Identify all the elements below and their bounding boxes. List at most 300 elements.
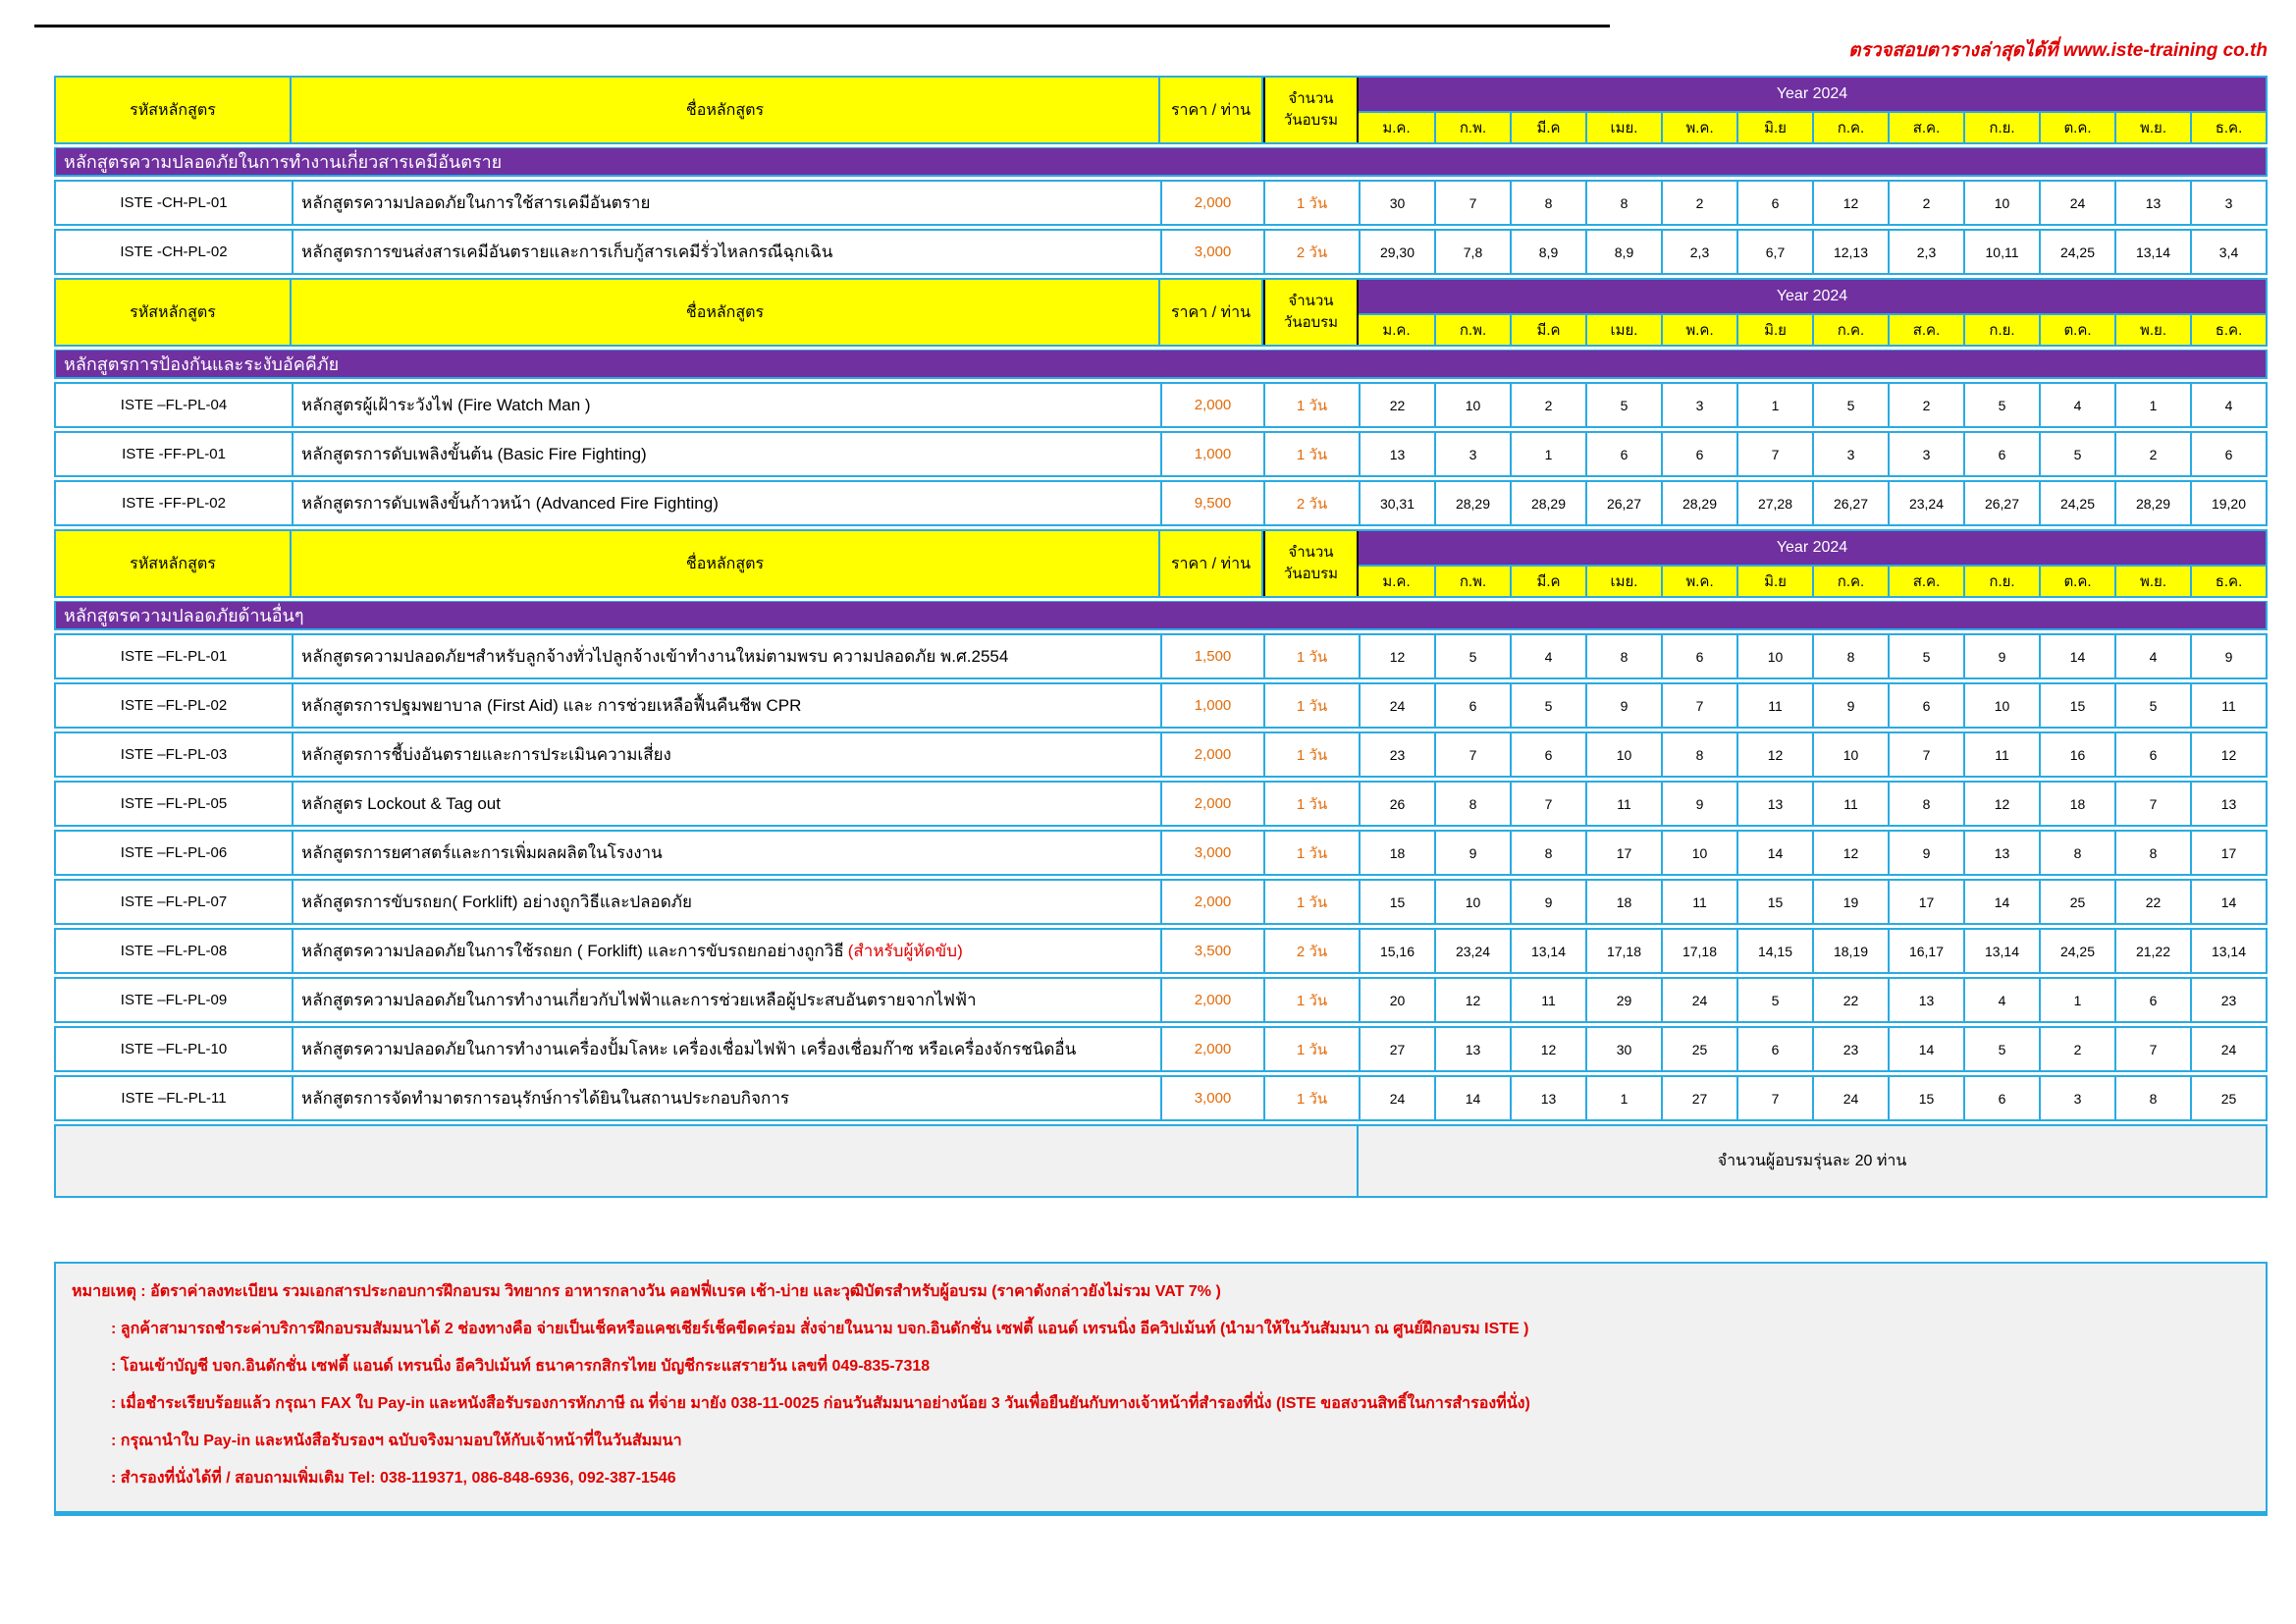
schedule-dates-cell: 27 [1359,1028,1434,1070]
schedule-dates-cell: 24 [1812,1077,1888,1119]
schedule-dates-cell: 12 [1434,979,1510,1021]
month-header-cell: ต.ค. [2039,113,2114,142]
course-price-cell: 3,500 [1160,930,1263,972]
schedule-dates-cell: 26 [1359,783,1434,825]
course-code-cell: ISTE –FL-PL-10 [120,1041,228,1057]
schedule-dates-cell: 9 [1963,635,2039,677]
course-days-cell: 1 วัน [1263,979,1359,1021]
header-cell-price: ราคา / ท่าน [1160,78,1263,142]
course-name-cell [292,384,1160,426]
schedule-dates-cell: 17,18 [1585,930,1661,972]
schedule-dates-cell: 30,31 [1359,482,1434,524]
course-schedule-table [54,76,2268,1198]
schedule-dates-cell: 10 [1585,733,1661,776]
schedule-dates-cell: 9 [1812,684,1888,727]
course-row [54,928,2268,974]
days-label-line2: วันอบรม [1283,112,1339,129]
course-name-text: หลักสูตรความปลอดภัยในการทำงานเครื่องปั้มโลหะ เครื่องเชื่อมไฟฟ้า เครื่องเชื่อมก๊าซ หรือเครื่องจักรชนิดอื่น [301,1040,1077,1058]
year-band: Year 2024 [1359,280,2266,315]
month-header-cell: พ.ย. [2114,567,2190,596]
schedule-dates-cell: 25 [1661,1028,1736,1070]
schedule-dates-cell: 11 [1661,881,1736,923]
schedule-dates-cell: 8 [1585,182,1661,224]
schedule-dates-cell: 14 [1434,1077,1510,1119]
course-code-cell: ISTE –FL-PL-03 [120,746,228,763]
schedule-dates-cell: 22 [1812,979,1888,1021]
course-code-cell: ISTE –FL-PL-01 [120,648,228,665]
schedule-dates-cell: 13 [2114,182,2190,224]
course-row [54,382,2268,428]
course-price-cell: 2,000 [1160,384,1263,426]
schedule-dates-cell: 23 [1812,1028,1888,1070]
schedule-dates-cell: 24 [2190,1028,2266,1070]
schedule-dates-cell: 20 [1359,979,1434,1021]
schedule-dates-cell: 3 [1812,433,1888,475]
schedule-dates-cell: 12 [1510,1028,1585,1070]
schedule-dates-cell: 8 [1661,733,1736,776]
month-header-cell: ก.ย. [1963,567,2039,596]
schedule-dates-cell: 24 [2039,182,2114,224]
schedule-dates-cell: 17 [1585,832,1661,874]
section-title-bar: หลักสูตรความปลอดภัยในการทำงานเกี่ยวสารเคมีอันตราย [54,147,2268,177]
course-row [54,431,2268,477]
header-cell-days [1263,78,1359,142]
schedule-dates-cell: 11 [2190,684,2266,727]
schedule-dates-cell: 17 [2190,832,2266,874]
course-days-cell: 1 วัน [1263,783,1359,825]
schedule-dates-cell: 3 [2039,1077,2114,1119]
schedule-dates-cell: 2 [1888,182,1963,224]
schedule-dates-cell: 11 [1736,684,1812,727]
schedule-dates-cell: 19 [1812,881,1888,923]
course-row [54,781,2268,827]
course-name-text: หลักสูตรการดับเพลิงขั้นต้น (Basic Fire Fighting) [301,445,647,463]
schedule-dates-cell: 2 [1661,182,1736,224]
schedule-dates-cell: 26,27 [1585,482,1661,524]
course-name-text: หลักสูตรความปลอดภัยในการใช้รถยก ( Forklift) และการขับรถยกอย่างถูกวิธี [301,942,844,960]
schedule-dates-cell: 1 [2039,979,2114,1021]
schedule-dates-cell: 7 [1434,733,1510,776]
schedule-dates-cell: 13 [1888,979,1963,1021]
schedule-dates-cell: 6 [1585,433,1661,475]
schedule-dates-cell: 18 [1359,832,1434,874]
schedule-dates-cell: 12 [1736,733,1812,776]
schedule-dates-cell: 13 [1359,433,1434,475]
course-price-cell: 3,000 [1160,832,1263,874]
month-header-cell: เมย. [1585,567,1661,596]
month-header-cell: มิ.ย [1736,113,1812,142]
course-code-cell: ISTE –FL-PL-02 [120,697,228,714]
schedule-dates-cell: 3 [1434,433,1510,475]
month-header-cell: มิ.ย [1736,315,1812,345]
schedule-dates-cell: 13 [1963,832,2039,874]
schedule-dates-cell: 18 [2039,783,2114,825]
schedule-dates-cell: 8,9 [1510,231,1585,273]
schedule-dates-cell: 9 [1888,832,1963,874]
schedule-dates-cell: 14,15 [1736,930,1812,972]
course-name-cell [292,182,1160,224]
schedule-dates-cell: 8 [1510,182,1585,224]
course-code-cell: ISTE –FL-PL-06 [120,844,228,861]
days-label-line2: วันอบรม [1283,566,1339,582]
course-price-cell: 3,000 [1160,231,1263,273]
schedule-dates-cell: 9 [1585,684,1661,727]
month-header-cell: พ.ย. [2114,315,2190,345]
course-days-cell: 1 วัน [1263,832,1359,874]
course-name-cell [292,832,1160,874]
batch-size-label: จำนวนผู้อบรมรุ่นละ 20 ท่าน [1717,1153,1907,1169]
course-price-cell: 9,500 [1160,482,1263,524]
month-header-cell: ส.ค. [1888,567,1963,596]
month-header-cell: ต.ค. [2039,567,2114,596]
course-row [54,977,2268,1023]
schedule-dates-cell: 26,27 [1812,482,1888,524]
schedule-dates-cell: 24 [1359,684,1434,727]
year-band: Year 2024 [1359,531,2266,567]
schedule-dates-cell: 5 [2114,684,2190,727]
schedule-dates-cell: 18,19 [1812,930,1888,972]
course-days-cell: 1 วัน [1263,1077,1359,1119]
course-days-cell: 1 วัน [1263,1028,1359,1070]
schedule-dates-cell: 25 [2039,881,2114,923]
course-row [54,830,2268,876]
schedule-dates-cell: 28,29 [1661,482,1736,524]
month-header-row [1359,113,2266,142]
month-header-cell: ก.พ. [1434,315,1510,345]
course-days-cell: 1 วัน [1263,182,1359,224]
header-cell-price: ราคา / ท่าน [1160,280,1263,345]
course-price-cell: 2,000 [1160,733,1263,776]
month-header-cell: ก.ค. [1812,113,1888,142]
schedule-dates-cell: 23,24 [1888,482,1963,524]
note-line-bank-account: : โอนเข้าบัญชี บจก.อินดักชั่น เซฟตี้ แอนด์ เทรนนิ่ง อีควิปเม้นท์ ธนาคารกสิกรไทย บัญชีกระแสรายวัน เลขที่ 049-835-7318 [111,1358,931,1375]
schedule-dates-cell: 27,28 [1736,482,1812,524]
schedule-dates-cell: 8 [1585,635,1661,677]
schedule-dates-cell: 12 [1963,783,2039,825]
note-line-payment-channels: : ลูกค้าสามารถชำระค่าบริการฝึกอบรมสัมมนาได้ 2 ช่องทางคือ จ่ายเป็นเช็คหรือแคชเชียร์เช็คขีดคร่อม สั่งจ่ายในนาม บจก.อินดักชั่น เซฟตี้ แอนด์ เทรนนิ่ง อีควิปเม้นท์ (นำมาให้ในวันสัมมนา ณ ศูนย์ฝึกอบรม ISTE ) [111,1321,1529,1337]
schedule-dates-cell: 24,25 [2039,482,2114,524]
schedule-dates-cell: 4 [2190,384,2266,426]
header-cell-course-name: ชื่อหลักสูตร [292,78,1160,142]
month-header-cell: พ.ค. [1661,113,1736,142]
course-price-cell: 2,000 [1160,979,1263,1021]
month-header-cell: มิ.ย [1736,567,1812,596]
schedule-dates-cell: 7 [2114,783,2190,825]
course-price-cell: 1,000 [1160,433,1263,475]
schedule-dates-cell: 11 [1812,783,1888,825]
schedule-dates-cell: 26,27 [1963,482,2039,524]
schedule-dates-cell: 2,3 [1661,231,1736,273]
month-header-cell: พ.ค. [1661,567,1736,596]
course-price-cell: 2,000 [1160,182,1263,224]
schedule-dates-cell: 2 [1888,384,1963,426]
schedule-dates-cell: 12 [1812,182,1888,224]
schedule-dates-cell: 6 [2114,979,2190,1021]
schedule-dates-cell: 24 [1661,979,1736,1021]
schedule-dates-cell: 22 [1359,384,1434,426]
course-code-cell: ISTE -FF-PL-01 [122,446,226,462]
schedule-dates-cell: 10 [1434,881,1510,923]
schedule-dates-cell: 17,18 [1661,930,1736,972]
course-code-cell: ISTE -CH-PL-01 [120,194,228,211]
table-header-block [54,278,2268,347]
month-header-cell: เมย. [1585,113,1661,142]
note-line-registration-fee: หมายเหตุ : อัตราค่าลงทะเบียน รวมเอกสารประกอบการฝึกอบรม วิทยากร อาหารกลางวัน คอฟฟี่เบรค เช้า-บ่าย และวุฒิบัตรสำหรับผู้อบรม (ราคาดังกล่าวยังไม่รวม VAT 7% ) [72,1283,1221,1300]
schedule-dates-cell: 7 [2114,1028,2190,1070]
note-line-fax-payin: : เมื่อชำระเรียบร้อยแล้ว กรุณา FAX ใบ Pay-in และหนังสือรับรองการหักภาษี ณ ที่จ่าย มายัง 038-11-0025 ก่อนวันสัมมนาอย่างน้อย 3 วันเพื่อยืนยันกับทางเจ้าหน้าที่สำรองที่นั่ง (ISTE ขอสงวนสิทธิ์ในการสำรองที่นั่ง) [111,1395,1530,1412]
schedule-dates-cell: 6,7 [1736,231,1812,273]
course-name-text: หลักสูตรความปลอดภัยในการทำงานเกี่ยวกับไฟฟ้าและการช่วยเหลือผู้ประสบอันตรายจากไฟฟ้า [301,991,977,1009]
schedule-dates-cell: 15,16 [1359,930,1434,972]
schedule-dates-cell: 10 [1812,733,1888,776]
course-days-cell: 2 วัน [1263,231,1359,273]
month-header-cell: มี.ค [1510,113,1585,142]
days-label-line1: จำนวน [1288,89,1334,107]
schedule-dates-cell: 21,22 [2114,930,2190,972]
month-header-cell: ก.ค. [1812,567,1888,596]
schedule-dates-cell: 6 [1963,433,2039,475]
days-label-line2: วันอบรม [1283,314,1339,331]
schedule-dates-cell: 9 [1510,881,1585,923]
schedule-dates-cell: 4 [2039,384,2114,426]
header-cell-course-name: ชื่อหลักสูตร [292,280,1160,345]
course-code-cell: ISTE -CH-PL-02 [120,244,228,260]
course-name-cell [292,1028,1160,1070]
schedule-dates-cell: 6 [1661,635,1736,677]
course-name-text: หลักสูตรการขับรถยก( Forklift) อย่างถูกวิธีและปลอดภัย [301,893,692,911]
course-name-cell [292,881,1160,923]
schedule-dates-cell: 16,17 [1888,930,1963,972]
header-cell-price: ราคา / ท่าน [1160,531,1263,596]
month-header-cell: พ.ค. [1661,315,1736,345]
schedule-dates-cell: 24 [1359,1077,1434,1119]
course-name-text: หลักสูตรการดับเพลิงขั้นก้าวหน้า (Advanced Fire Fighting) [301,494,719,513]
schedule-dates-cell: 3 [1661,384,1736,426]
schedule-dates-cell: 3,4 [2190,231,2266,273]
month-header-cell: พ.ย. [2114,113,2190,142]
course-name-cell [292,684,1160,727]
schedule-dates-cell: 6 [1888,684,1963,727]
course-name-cell [292,482,1160,524]
month-header-cell: ก.พ. [1434,113,1510,142]
month-header-cell: ม.ค. [1359,567,1434,596]
course-days-cell: 1 วัน [1263,384,1359,426]
schedule-dates-cell: 14 [2039,635,2114,677]
schedule-dates-cell: 19,20 [2190,482,2266,524]
year-area [1359,280,2266,345]
schedule-dates-cell: 11 [1510,979,1585,1021]
schedule-dates-cell: 8 [1510,832,1585,874]
schedule-dates-cell: 10 [1963,684,2039,727]
schedule-dates-cell: 28,29 [2114,482,2190,524]
header-cell-course-code: รหัสหลักสูตร [56,531,292,596]
course-code-cell: ISTE –FL-PL-04 [120,397,228,413]
month-header-cell: ม.ค. [1359,113,1434,142]
schedule-dates-cell: 4 [1963,979,2039,1021]
schedule-dates-cell: 16 [2039,733,2114,776]
schedule-dates-cell: 9 [1661,783,1736,825]
schedule-dates-cell: 11 [1585,783,1661,825]
course-days-cell: 1 วัน [1263,881,1359,923]
schedule-dates-cell: 10 [1963,182,2039,224]
month-header-row [1359,567,2266,596]
schedule-dates-cell: 14 [2190,881,2266,923]
schedule-dates-cell: 14 [1963,881,2039,923]
schedule-dates-cell: 8 [1434,783,1510,825]
year-band: Year 2024 [1359,78,2266,113]
course-name-cell [292,1077,1160,1119]
schedule-dates-cell: 8,9 [1585,231,1661,273]
year-area [1359,78,2266,142]
schedule-dates-cell: 6 [1963,1077,2039,1119]
course-row [54,180,2268,226]
schedule-dates-cell: 23,24 [1434,930,1510,972]
schedule-dates-cell: 6 [1661,433,1736,475]
month-header-cell: ส.ค. [1888,113,1963,142]
schedule-dates-cell: 4 [2114,635,2190,677]
schedule-dates-cell: 5 [1736,979,1812,1021]
note-line-contact-phone: : สำรองที่นั่งได้ที่ / สอบถามเพิ่มเติม Tel: 038-119371, 086-848-6936, 092-387-1546 [111,1470,676,1487]
schedule-dates-cell: 7 [1661,684,1736,727]
course-price-cell: 1,000 [1160,684,1263,727]
schedule-dates-cell: 2 [2039,1028,2114,1070]
schedule-dates-cell: 27 [1661,1077,1736,1119]
schedule-dates-cell: 8 [2114,1077,2190,1119]
schedule-dates-cell: 6 [2114,733,2190,776]
schedule-dates-cell: 3 [1888,433,1963,475]
header-cell-days [1263,531,1359,596]
schedule-dates-cell: 23 [2190,979,2266,1021]
course-row [54,480,2268,526]
schedule-dates-cell: 13 [1434,1028,1510,1070]
course-row [54,879,2268,925]
schedule-dates-cell: 15 [2039,684,2114,727]
month-header-cell: ธ.ค. [2190,315,2266,345]
schedule-dates-cell: 23 [1359,733,1434,776]
course-days-cell: 1 วัน [1263,433,1359,475]
header-cell-course-code: รหัสหลักสูตร [56,280,292,345]
month-header-cell: มี.ค [1510,567,1585,596]
course-code-cell: ISTE –FL-PL-05 [120,795,228,812]
month-header-cell: ธ.ค. [2190,567,2266,596]
schedule-dates-cell: 7 [1888,733,1963,776]
course-name-text: หลักสูตร Lockout & Tag out [301,794,501,813]
schedule-dates-cell: 6 [1510,733,1585,776]
course-name-cell [292,979,1160,1021]
month-header-cell: ม.ค. [1359,315,1434,345]
schedule-dates-cell: 7 [1510,783,1585,825]
schedule-dates-cell: 5 [2039,433,2114,475]
schedule-dates-cell: 10,11 [1963,231,2039,273]
schedule-dates-cell: 24,25 [2039,930,2114,972]
schedule-dates-cell: 29,30 [1359,231,1434,273]
schedule-dates-cell: 6 [1736,182,1812,224]
course-row [54,1075,2268,1121]
section-title-bar: หลักสูตรความปลอดภัยด้านอื่นๆ [54,601,2268,630]
schedule-dates-cell: 5 [1812,384,1888,426]
schedule-dates-cell: 8 [2114,832,2190,874]
course-name-cell [292,231,1160,273]
schedule-dates-cell: 9 [2190,635,2266,677]
schedule-dates-cell: 28,29 [1434,482,1510,524]
course-name-cell [292,733,1160,776]
month-header-cell: มี.ค [1510,315,1585,345]
course-code-cell: ISTE –FL-PL-09 [120,992,228,1008]
top-divider [34,25,1610,27]
schedule-dates-cell: 1 [1736,384,1812,426]
schedule-dates-cell: 14 [1888,1028,1963,1070]
schedule-dates-cell: 13 [1736,783,1812,825]
schedule-dates-cell: 18 [1585,881,1661,923]
schedule-dates-cell: 29 [1585,979,1661,1021]
schedule-dates-cell: 12 [2190,733,2266,776]
schedule-dates-cell: 30 [1359,182,1434,224]
course-name-cell [292,930,1160,972]
course-name-cell [292,433,1160,475]
course-code-cell: ISTE –FL-PL-07 [120,893,228,910]
month-header-cell: ก.ย. [1963,113,2039,142]
header-cell-days [1263,280,1359,345]
schedule-dates-cell: 1 [1585,1077,1661,1119]
schedule-dates-cell: 12 [1812,832,1888,874]
month-header-row [1359,315,2266,345]
schedule-dates-cell: 5 [1963,1028,2039,1070]
schedule-dates-cell: 10 [1736,635,1812,677]
schedule-dates-cell: 1 [1510,433,1585,475]
course-name-cell [292,783,1160,825]
schedule-dates-cell: 15 [1359,881,1434,923]
schedule-dates-cell: 7 [1434,182,1510,224]
course-code-cell: ISTE -FF-PL-02 [122,495,226,512]
schedule-dates-cell: 9 [1434,832,1510,874]
course-price-cell: 2,000 [1160,1028,1263,1070]
course-row [54,633,2268,679]
month-header-cell: ธ.ค. [2190,113,2266,142]
course-name-text: หลักสูตรความปลอดภัยฯสำหรับลูกจ้างทั่วไปลูกจ้างเข้าทำงานใหม่ตามพรบ ความปลอดภัย พ.ศ.2554 [301,647,1009,666]
course-row [54,229,2268,275]
table-header-block [54,529,2268,598]
schedule-dates-cell: 2 [2114,433,2190,475]
course-code-cell: ISTE –FL-PL-11 [121,1090,227,1107]
schedule-dates-cell: 11 [1963,733,2039,776]
schedule-dates-cell: 8 [1888,783,1963,825]
schedule-dates-cell: 7 [1736,1077,1812,1119]
table-header-block [54,76,2268,144]
schedule-dates-cell: 15 [1736,881,1812,923]
schedule-dates-cell: 30 [1585,1028,1661,1070]
header-cell-course-code: รหัสหลักสูตร [56,78,292,142]
course-days-cell: 2 วัน [1263,930,1359,972]
schedule-dates-cell: 8 [1812,635,1888,677]
course-name-text: หลักสูตรการขนส่งสารเคมีอันตรายและการเก็บกู้สารเคมีรั่วไหลกรณีฉุกเฉิน [301,243,833,261]
course-name-cell [292,635,1160,677]
schedule-dates-cell: 5 [1585,384,1661,426]
course-name-text: หลักสูตรการปฐมพยาบาล (First Aid) และ การช่วยเหลือฟื้นคืนชีพ CPR [301,696,802,715]
schedule-dates-cell: 12 [1359,635,1434,677]
course-days-cell: 1 วัน [1263,733,1359,776]
course-name-text: หลักสูตรการชี้บ่งอันตรายและการประเมินความเสี่ยง [301,745,671,764]
course-row [54,731,2268,778]
schedule-dates-cell: 7 [1736,433,1812,475]
schedule-dates-cell: 13,14 [2114,231,2190,273]
course-price-cell: 2,000 [1160,881,1263,923]
course-name-text: หลักสูตรการยศาสตร์และการเพิ่มผลผลิตในโรงงาน [301,843,663,862]
days-label-line1: จำนวน [1288,543,1334,561]
batch-size-footer-row [54,1124,2268,1198]
schedule-dates-cell: 5 [1963,384,2039,426]
header-cell-course-name: ชื่อหลักสูตร [292,531,1160,596]
section-title-bar: หลักสูตรการป้องกันและระงับอัคคีภัย [54,350,2268,379]
